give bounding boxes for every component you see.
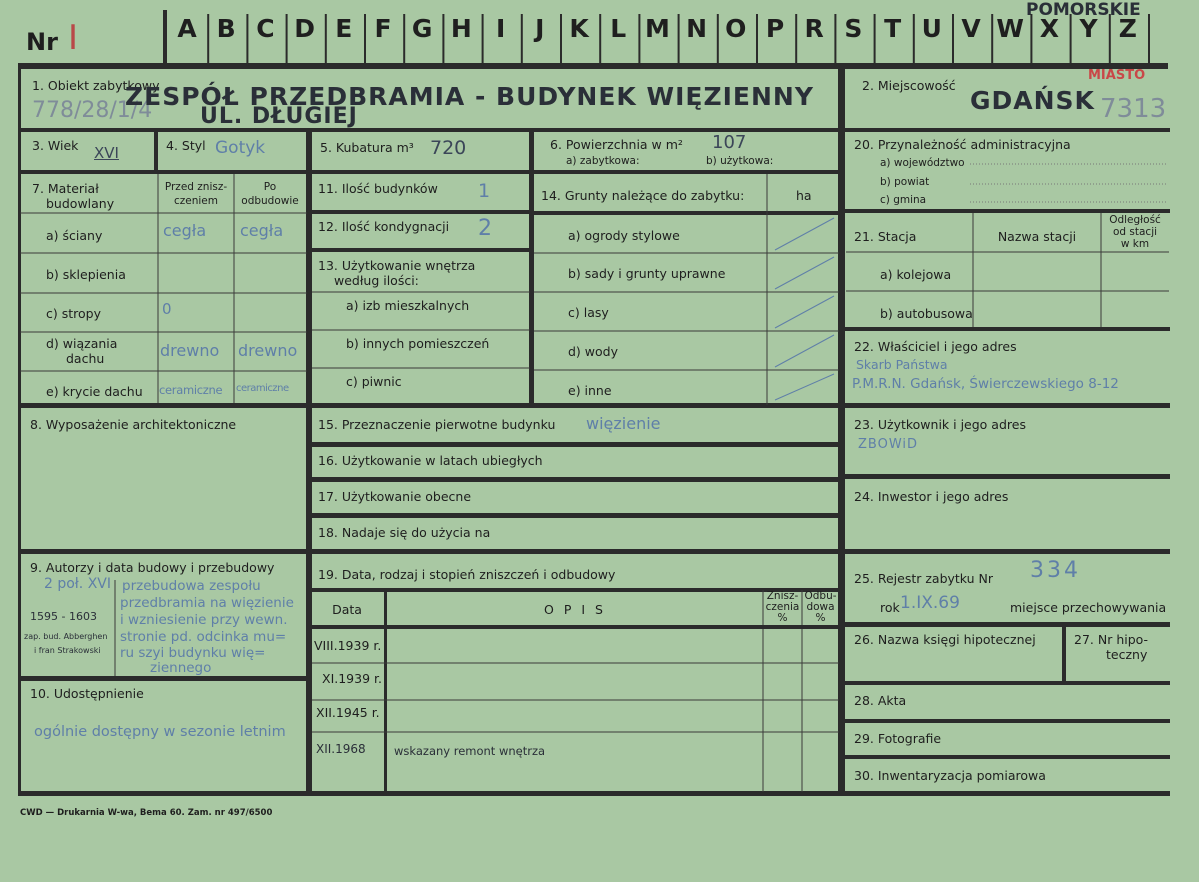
f7-col-after-1: Po [263,181,277,193]
f7-row-roof-before: drewno [160,341,220,360]
f7-row-ceilings-label: c) stropy [46,306,101,321]
alphabet-letter-t: T [884,14,902,43]
f21-col-dist-2: od stacji [1112,226,1158,238]
alphabet-letter-n: N [686,14,708,43]
f6-sub-a: a) zabytkowa: [566,155,640,167]
f19-col-destr-3: % [777,612,788,624]
f2-town-stamp: MIASTO [1088,68,1146,83]
f25-year-value: 1.IX.69 [900,593,960,613]
f22-line1: Skarb Państwa [856,357,948,372]
f4-label: 4. Styl [166,138,206,153]
f19-row-date-3: XII.1968 [316,742,366,756]
alphabet-letter-g: G [411,14,433,43]
alphabet-letter-l: L [610,14,627,43]
f13-b: b) innych pomieszczeń [346,336,490,351]
f10-label: 10. Udostępnienie [30,686,144,701]
f19-col-rebuild-3: % [815,612,826,624]
f21-col-name: Nazwa stacji [997,229,1077,244]
f7-row-vaults-label: b) sklepienia [46,267,126,282]
f3-label: 3. Wiek [32,138,79,153]
f13-c: c) piwnic [346,374,402,389]
alphabet-letter-p: P [765,14,785,43]
f7-row-roofing-after: ceramiczne [236,383,289,394]
f6-value: 107 [712,132,747,153]
alphabet-letter-y: Y [1079,14,1098,43]
alphabet-letter-h: H [450,14,472,43]
f7-row-roof-2: dachu [66,351,105,366]
f22-line2: P.M.R.N. Gdańsk, Świerczewskiego 8-12 [852,376,1119,392]
f6-label: 6. Powierzchnia w m² [550,137,683,152]
alphabet-letter-e: E [335,14,353,43]
alphabet-letter-k: K [569,14,589,43]
f25-year-label: rok [880,600,900,615]
f16-label: 16. Użytkowanie w latach ubiegłych [318,453,543,468]
f9-desc-2: i wzniesienie przy wewn. [120,612,288,628]
f11-label: 11. Ilość budynków [318,181,438,196]
f25-place-label: miejsce przechowywania [1010,600,1167,615]
f4-value: Gotyk [215,138,266,158]
f25-label: 25. Rejestr zabytku Nr [854,571,994,586]
f19-col-rebuild-1: Odbu- [804,590,837,602]
f9-desc-1: przedbramia na więzienie [120,595,294,611]
f7-row-walls-label: a) ściany [46,228,103,243]
alphabet-letter-o: O [725,14,747,43]
alphabet-letter-x: X [1039,14,1060,43]
printer-imprint: CWD — Drukarnia W-wa, Bema 60. Zam. nr 497/6500 [20,808,273,818]
alphabet-letter-d: D [294,14,315,43]
f20-label: 20. Przynależność administracyjna [854,137,1071,152]
region-stamp: POMORSKIE [1026,0,1141,20]
f15-value: więzienie [586,414,661,433]
f13-a: a) izb mieszkalnych [346,298,470,313]
f9-desc-3: stronie pd. odcinka mu= [120,629,287,645]
alphabet-letter-s: S [844,14,863,43]
f8-label: 8. Wyposażenie architektoniczne [30,417,237,432]
f19-col-rebuild-2: dowa [806,601,835,613]
f23-value: ZBOWiD [858,437,919,452]
alphabet-letter-z: Z [1118,14,1137,43]
f19-col-destr-1: Znisz- [766,590,799,602]
f5-value: 720 [430,137,467,159]
f7-label-1: 7. Materiał [32,181,99,196]
alphabet-letter-w: W [996,14,1024,43]
f21-label: 21. Stacja [854,229,917,244]
f14-d: d) wody [568,344,618,359]
f9-desc-4: ru szyi budynku wię= [120,645,266,661]
alphabet-letter-f: F [374,14,392,43]
f13-label-2: według ilości: [334,273,419,288]
f27-label-2: teczny [1106,647,1148,662]
f21-b: b) autobusowa [880,306,973,321]
f28-label: 28. Akta [854,693,907,708]
f9-note-1: zap. bud. Abberghen [24,632,108,641]
f14-e: e) inne [568,383,612,398]
f10-value: ogólnie dostępny w sezonie letnim [34,724,286,740]
f24-label: 24. Inwestor i jego adres [854,489,1009,504]
f13-label-1: 13. Użytkowanie wnętrza [318,258,476,273]
f3-value: XVI [94,144,119,162]
f15-label: 15. Przeznaczenie pierwotne budynku [318,417,556,432]
f14-unit: ha [796,188,812,203]
nr-value: I [68,18,79,58]
f18-label: 18. Nadaje się do użycia na [318,525,491,540]
nr-label: Nr [26,28,58,56]
f7-row-walls-after: cegła [240,221,284,240]
f9-label: 9. Autorzy i data budowy i przebudowy [30,560,275,575]
f30-label: 30. Inwentaryzacja pomiarowa [854,768,1046,783]
f2-number: 7313 [1100,94,1167,124]
f7-col-before-2: czeniem [173,195,218,207]
f7-col-before-1: Przed znisz- [164,181,228,193]
f12-label: 12. Ilość kondygnacji [318,219,450,234]
f23-label: 23. Użytkownik i jego adres [854,417,1026,432]
f19-row-date-2: XII.1945 r. [316,705,380,720]
f7-row-roofing-before: ceramiczne [159,383,223,397]
f1-label: 1. Obiekt zabytkowy [32,78,160,93]
f19-row-date-1: XI.1939 r. [322,671,382,686]
f20-c: c) gmina [880,194,927,206]
f1-object-name-line1: ZESPÓŁ PRZEDBRAMIA - BUDYNEK WIĘZIENNY [125,82,814,111]
alphabet-letter-j: J [535,14,545,43]
alphabet-letter-m: M [644,14,670,43]
alphabet-letter-i: I [495,14,506,43]
f1-object-name-line2: UL. DŁUGIEJ [200,104,358,129]
alphabet-letter-u: U [921,14,942,43]
alphabet-letter-r: R [804,14,824,43]
f25-number: 334 [1030,558,1081,583]
f19-col-desc: O P I S [544,602,606,617]
f29-label: 29. Fotografie [854,731,942,746]
f2-label: 2. Miejscowość [862,78,956,93]
f20-b: b) powiat [880,176,930,188]
f14-a: a) ogrody stylowe [568,228,680,243]
f7-row-roof-after: drewno [238,341,298,360]
f7-row-roof-1: d) wiązania [46,336,118,351]
f14-b: b) sady i grunty uprawne [568,266,726,281]
f20-a: a) województwo [880,157,965,169]
f7-row-walls-before: cegła [163,221,207,240]
f27-label-1: 27. Nr hipo- [1074,632,1149,647]
f2-locality: GDAŃSK [970,86,1095,115]
f1-catalog-number: 778/28/1/4 [32,98,153,123]
f9-period: 2 poł. XVI [44,576,111,592]
f14-label: 14. Grunty należące do zabytku: [541,188,745,203]
f19-row-desc-3: wskazany remont wnętrza [394,744,546,758]
alphabet-letter-c: C [256,14,275,43]
alphabet-letter-a: A [177,14,197,43]
alphabet-letter-b: B [216,14,236,43]
f19-col-date: Data [332,602,362,617]
f9-note-2: i fran Strakowski [34,646,101,655]
f14-c: c) lasy [568,305,609,320]
f9-desc-0: przebudowa zespołu [122,578,261,594]
f12-value: 2 [478,216,492,241]
f19-row-date-0: VIII.1939 r. [314,638,382,653]
f21-a: a) kolejowa [880,267,952,282]
f7-col-after-2: odbudowie [241,195,299,207]
f21-col-dist-3: w km [1120,238,1150,250]
f19-col-destr-2: czenia [765,601,800,613]
f22-label: 22. Właściciel i jego adres [854,339,1017,354]
f6-sub-b: b) użytkowa: [706,155,774,167]
f9-dates: 1595 - 1603 [30,610,97,623]
f17-label: 17. Użytkowanie obecne [318,489,472,504]
f7-label-2: budowlany [46,196,115,211]
f19-label: 19. Data, rodzaj i stopień zniszczeń i odbudowy [318,567,616,582]
f9-desc-5: ziennego [150,660,212,676]
f26-label: 26. Nazwa księgi hipotecznej [854,632,1036,647]
f5-label: 5. Kubatura m³ [320,140,414,155]
alphabet-letter-v: V [961,14,981,43]
f7-row-ceilings-before: 0 [162,300,172,318]
f7-row-roofing-label: e) krycie dachu [46,384,143,399]
f11-value: 1 [478,180,491,202]
f21-col-dist-1: Odległość [1109,214,1161,226]
